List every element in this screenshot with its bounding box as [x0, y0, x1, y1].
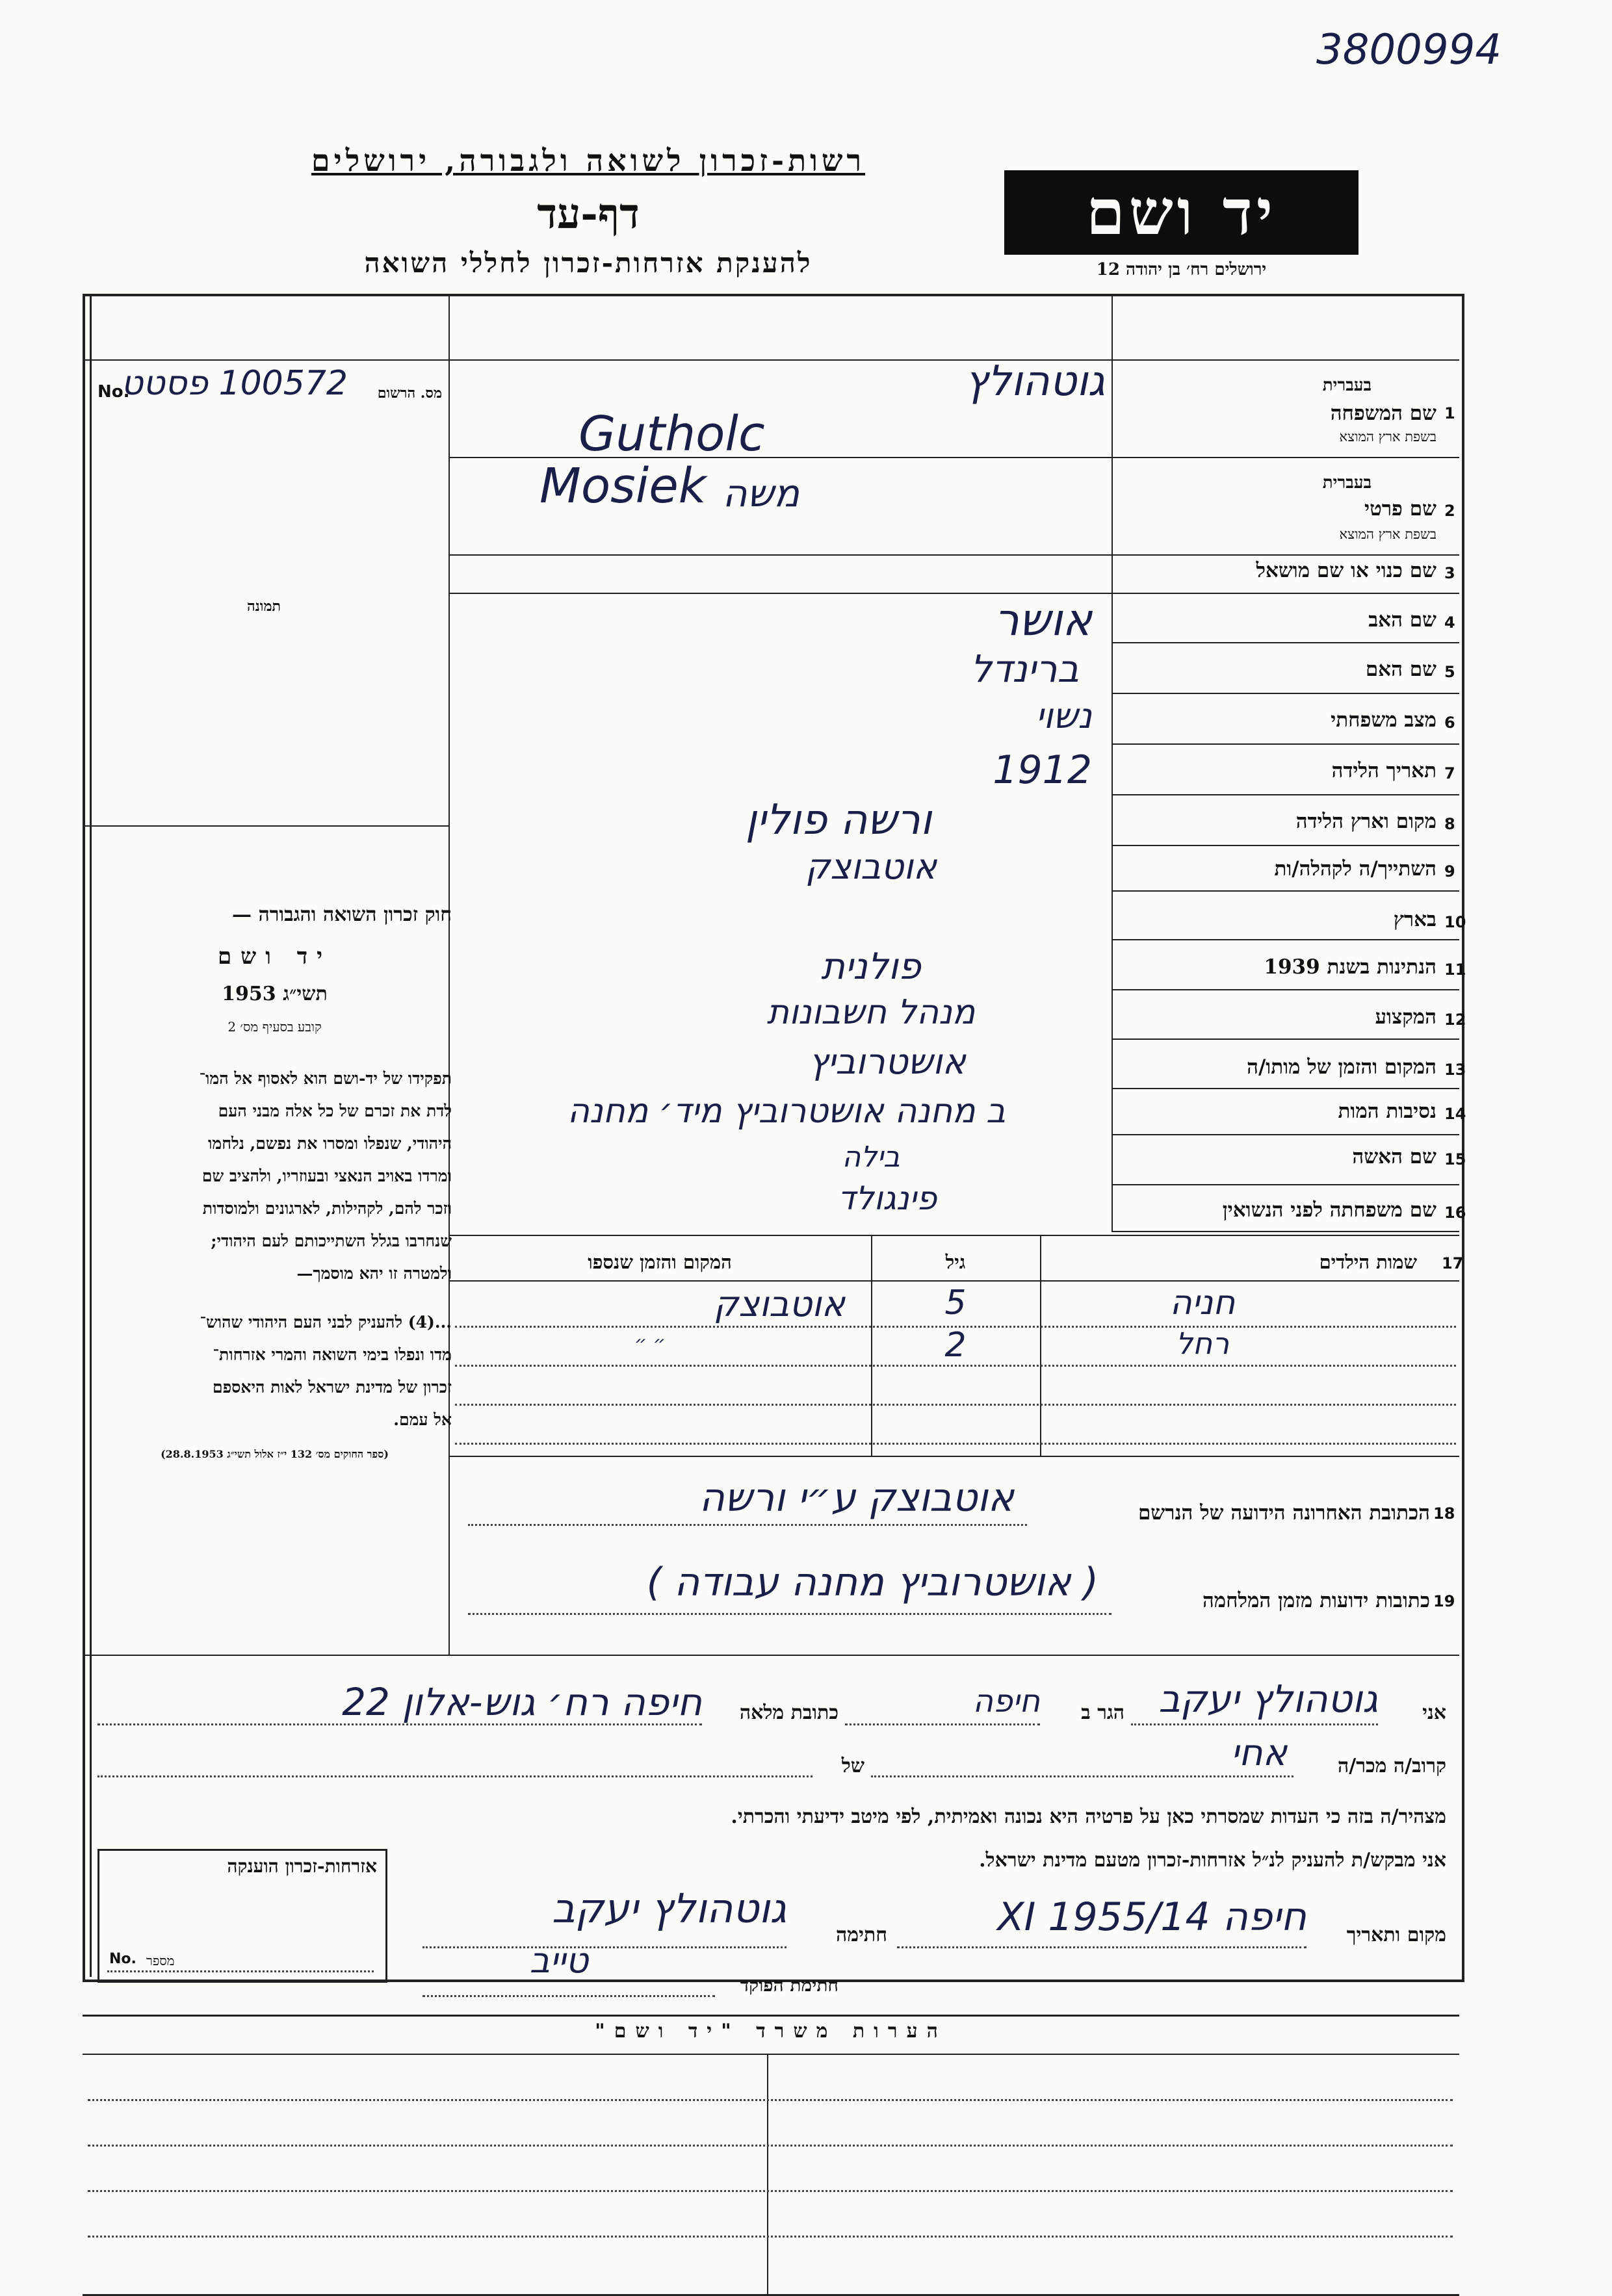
- field-label: המקצוע: [1375, 1005, 1436, 1029]
- registration-no-label: No.: [98, 382, 130, 402]
- field-number: 15: [1444, 1150, 1466, 1168]
- children-header-place: המקום והזמן שנספו: [588, 1251, 732, 1273]
- row-line: [1112, 1088, 1459, 1089]
- children-header-age: גיל: [945, 1251, 966, 1273]
- field-number: 8: [1444, 815, 1455, 833]
- field-label: שם כנוי או שם מושאל: [1256, 559, 1436, 582]
- notes-line: [88, 2190, 1453, 2192]
- authority-title: רשות-זכרון לשואה ולגבורה, ירושלים: [311, 143, 866, 178]
- children-header-line: [450, 1280, 1459, 1282]
- children-row-line: [455, 1404, 1456, 1406]
- decl-statement-2: אני מבקש/ת להעניק לנ״ל אזרחות-זכרון מטעם מדינת ישראל.: [979, 1849, 1446, 1872]
- decl-statement-1: מצהיר/ה בזה כי העדות שמסרתי כאן על פרטיה היא נכונה ואמיתית, לפי מיטב ידיעתי והכרתי.: [731, 1805, 1446, 1828]
- field-label: בארץ: [1393, 908, 1436, 931]
- decl-official-sig-label: חתימת הפוקד: [740, 1974, 838, 1996]
- frame-outer-left: [90, 294, 92, 1977]
- notes-line: [88, 2099, 1453, 2101]
- row-line: [450, 593, 1459, 594]
- field-label: הנתינות בשנת 1939: [1264, 955, 1436, 979]
- decl-official-sig: טייב: [529, 1940, 589, 1981]
- citizenship-line: [107, 1970, 374, 1972]
- decl-line: [897, 1946, 1306, 1948]
- field-number: 4: [1444, 613, 1455, 632]
- field-sub-origin: בשפת ארץ המוצא: [1339, 526, 1436, 542]
- field-number: 19: [1433, 1592, 1455, 1610]
- field-number: 9: [1444, 862, 1455, 881]
- field-label: השתייך/ה לקהלה/ות: [1274, 857, 1436, 881]
- child-place: ״ ״: [634, 1332, 666, 1355]
- notes-line: [88, 2145, 1453, 2147]
- law-line: וזכר להם, לקהילות, לארגונים ולמוסדות: [202, 1199, 452, 1218]
- decl-place-date: חיפה 14/XI 1955: [997, 1894, 1306, 1940]
- decl-line: [1131, 1723, 1378, 1725]
- form-title: דף-עד: [537, 190, 640, 239]
- yad-vashem-logo: [1004, 170, 1358, 255]
- war-addresses-line: [468, 1613, 1112, 1615]
- field-label: שם המשפחה: [1330, 402, 1436, 425]
- decl-full-address: חיפה רח׳ גוש-אלון 22: [342, 1680, 702, 1724]
- law-line: ולמטרה זו יהא מוסמך—: [296, 1264, 452, 1283]
- children-col: [1040, 1235, 1041, 1456]
- declarant-name: גוטהולץ יעקב: [1158, 1677, 1378, 1721]
- children-bottom-line: [450, 1456, 1459, 1457]
- law-line: שנחרבו בגלל השתייכותם לעם היהודי;: [211, 1232, 452, 1250]
- decl-i-label: אני: [1422, 1701, 1446, 1724]
- child-place: אוטבוצק: [713, 1283, 845, 1324]
- last-address-label: הכתובת האחרונה הידועה של הנרשם: [1138, 1501, 1430, 1525]
- value-family-hebrew: גוטהולץ: [965, 357, 1105, 406]
- scan-number: 3800994: [1316, 26, 1502, 74]
- law-line: היהודי, שנפלו ומסרו את נפשם, נלחמו: [207, 1134, 452, 1153]
- decl-signature: גוטהולץ יעקב: [552, 1885, 786, 1932]
- law-line: תפקידו של יד-ושם הוא לאסוף אל המו־: [199, 1069, 452, 1088]
- field-value: אוטבוצק: [805, 846, 937, 887]
- section-divider-left: [85, 1655, 450, 1656]
- law-title: חוק זכרון השואה והגבורה —: [232, 903, 452, 926]
- field-number: 2: [1444, 502, 1455, 520]
- decl-line: [845, 1723, 1040, 1725]
- decl-line: [98, 1723, 702, 1725]
- children-row-line: [455, 1443, 1456, 1445]
- row-line: [1112, 1231, 1459, 1232]
- children-top-line: [450, 1235, 1459, 1236]
- law-line: ...(4) להעניק לבני העם היהודי שהוש־: [200, 1313, 452, 1332]
- row-line: [1112, 890, 1459, 892]
- decl-relative-label: קרוב/ה מכר/ה: [1338, 1755, 1446, 1777]
- child-name: רחל: [1175, 1326, 1230, 1361]
- law-line: אל עמם.: [393, 1410, 452, 1429]
- top-strip-line: [85, 359, 1459, 361]
- field-value: 1912: [993, 747, 1092, 793]
- field-number: 11: [1444, 961, 1466, 979]
- law-name: יד ושם: [217, 944, 332, 970]
- decl-line: [98, 1775, 812, 1777]
- law-line: מדו ונפלו בימי השואה והמרי אזרחות־: [213, 1345, 452, 1364]
- field-number: 5: [1444, 663, 1455, 681]
- field-label: שם האב: [1368, 608, 1436, 632]
- field-value: בילה: [842, 1141, 900, 1174]
- field-label: נסיבות המות: [1338, 1100, 1436, 1123]
- decl-place-date-label: מקום ותאריך: [1346, 1924, 1446, 1946]
- field-number: 1: [1444, 404, 1455, 422]
- field-value: נשוי: [1035, 695, 1092, 736]
- row-line: [1112, 743, 1459, 745]
- section-divider: [450, 1655, 1459, 1656]
- field-value: אושר: [994, 595, 1092, 646]
- decl-relation: אחי: [1230, 1732, 1287, 1774]
- field-value: ברינדל: [970, 647, 1079, 691]
- row-line: [1112, 989, 1459, 990]
- decl-resident-city: חיפה: [972, 1683, 1040, 1720]
- child-name: חניה: [1169, 1283, 1236, 1322]
- war-addresses-value: ( אושטרוביץ מחנה עבודה ): [646, 1560, 1098, 1605]
- photo-box-bottom: [85, 825, 449, 827]
- decl-line: [871, 1775, 1294, 1777]
- field-value: ב מחנה אושטרוביץ מיד׳ מחנה: [567, 1092, 1006, 1131]
- row-line: [1112, 845, 1459, 846]
- field-value: אושטרוביץ: [809, 1041, 966, 1082]
- decl-full-address-label: כתובת מלאה: [739, 1701, 838, 1724]
- row-line: [1112, 642, 1459, 643]
- field-sub-hebrew: בעברית: [1322, 376, 1372, 395]
- field-label: שם האשה: [1352, 1145, 1436, 1168]
- row-line: [1112, 693, 1459, 694]
- office-notes-title: הערות משרד "יד ושם": [595, 2020, 947, 2043]
- children-col: [871, 1235, 872, 1456]
- field-value: פינגולד: [837, 1180, 937, 1217]
- citizenship-title: אזרחות-זכרון הוענקה: [227, 1855, 377, 1877]
- law-clause: קובע בסעיף מס׳ 2: [228, 1019, 322, 1035]
- row-line: [1112, 1134, 1459, 1135]
- field-label: מצב משפחתי: [1331, 708, 1436, 732]
- last-address-value: אוטבוצק ע״י ורשה: [699, 1475, 1014, 1521]
- children-row-line: [455, 1365, 1456, 1367]
- law-year: תשי״ג 1953: [222, 983, 328, 1005]
- row-line: [1112, 1038, 1459, 1040]
- field-label: שם האם: [1365, 658, 1436, 681]
- citizenship-number-label: מספר: [146, 1953, 175, 1968]
- field-number: 18: [1433, 1504, 1455, 1523]
- field-number: 17: [1442, 1254, 1464, 1272]
- decl-resident-label: הגר ב: [1081, 1701, 1124, 1724]
- field-label: שם משפחתה לפני הנשואין: [1222, 1198, 1436, 1222]
- registration-value: 100572 פסטט: [121, 364, 348, 403]
- row-line: [1112, 794, 1459, 795]
- field-number: 13: [1444, 1061, 1466, 1079]
- notes-divider: [767, 2054, 768, 2294]
- value-first-origin: Mosiek: [540, 458, 707, 514]
- law-line: זכרון של מדינת ישראל לאות היאספם: [212, 1378, 452, 1397]
- notes-line: [88, 2236, 1453, 2238]
- decl-signature-label: חתימה: [836, 1924, 887, 1946]
- photo-label: תמונה: [247, 598, 281, 615]
- field-label: שם פרטי: [1364, 497, 1436, 521]
- law-line: לדת את זכרם של כל אלה מבני העם: [218, 1102, 452, 1120]
- field-number: 14: [1444, 1105, 1466, 1123]
- children-header-names: שמות הילדים: [1319, 1251, 1417, 1273]
- field-sub-origin: בשפת ארץ המוצא: [1339, 429, 1436, 445]
- field-sub-hebrew: בעברית: [1322, 473, 1372, 493]
- row-line: [1112, 939, 1459, 940]
- registration-label: מס. הרשום: [377, 385, 442, 402]
- field-label: מקום וארץ הלידה: [1295, 810, 1436, 833]
- field-number: 16: [1444, 1204, 1466, 1222]
- law-source: (ספר החוקים מס׳ 132 י״ז אלול תשי״ג 28.8.1953): [161, 1448, 389, 1460]
- decl-line: [422, 1995, 715, 1997]
- col-values-right: [1112, 296, 1113, 1232]
- value-family-origin: Gutholc: [578, 406, 765, 462]
- field-number: 3: [1444, 564, 1455, 582]
- row-line: [450, 554, 1459, 556]
- field-value: פולנית: [821, 946, 921, 988]
- war-addresses-label: כתובות ידועות מזמן המלחמה: [1202, 1589, 1430, 1612]
- logo-text: יד ושם: [1086, 175, 1277, 249]
- field-label: תאריך הלידה: [1331, 759, 1436, 782]
- field-number: 12: [1444, 1011, 1466, 1029]
- field-number: 7: [1444, 764, 1455, 782]
- field-number: 6: [1444, 714, 1455, 732]
- notes-top: [83, 2015, 1459, 2017]
- logo-address: ירושלים רח׳ בן יהודה 12: [1096, 260, 1267, 279]
- last-address-line: [468, 1524, 1027, 1526]
- decl-of-label: של: [841, 1755, 864, 1777]
- notes-header-line: [83, 2054, 1459, 2055]
- child-age: 5: [944, 1283, 967, 1322]
- row-line: [1112, 1184, 1459, 1185]
- field-value: ורשה פולין: [745, 796, 932, 844]
- field-value: מנהל חשבונות: [766, 993, 976, 1032]
- citizenship-no-label: No.: [109, 1951, 136, 1967]
- field-number: 10: [1444, 913, 1466, 931]
- form-subtitle: להענקת אזרחות-זכרון לחללי השואה: [364, 247, 812, 279]
- value-first-hebrew: משה: [722, 471, 800, 515]
- field-label: המקום והזמן של מותו/ה: [1247, 1055, 1436, 1079]
- law-line: ומרדו באויב הנאצי ובעוזריו, ולהציב שם: [202, 1167, 452, 1185]
- child-age: 2: [944, 1326, 967, 1365]
